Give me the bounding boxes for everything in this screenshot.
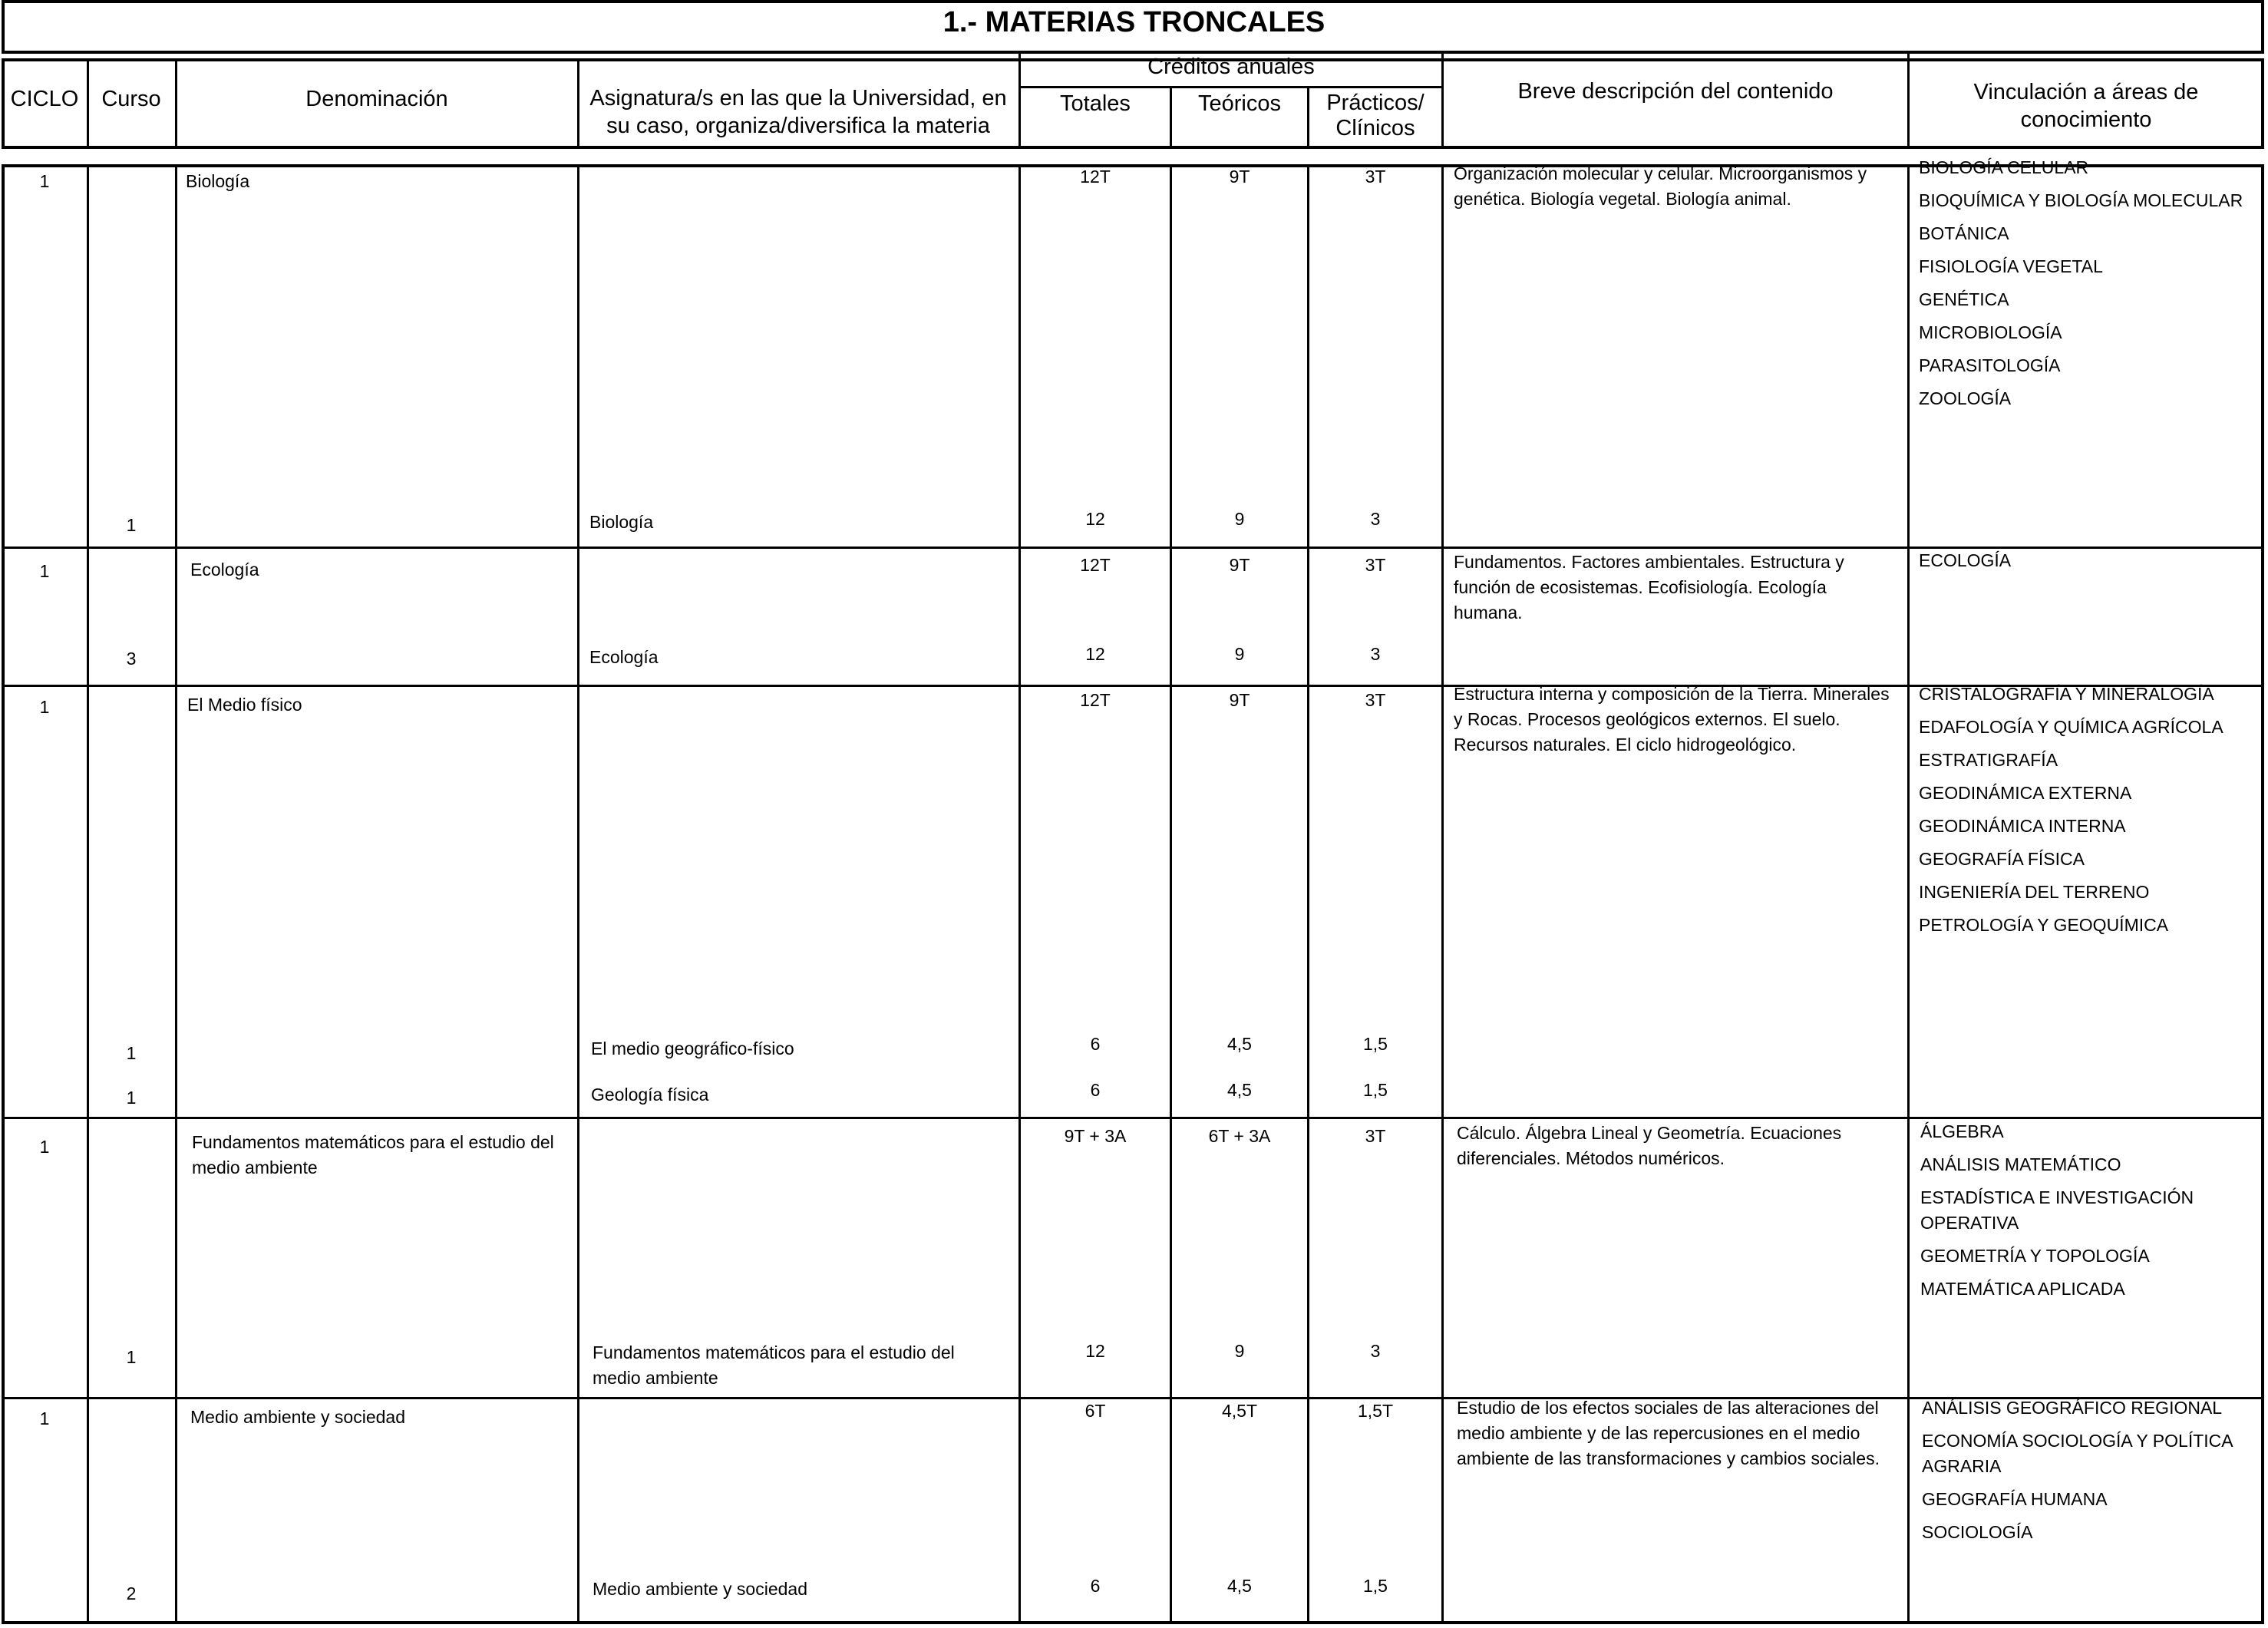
row-teoricos: 9T — [1229, 167, 1250, 187]
row-areas — [1922, 1395, 2260, 1545]
area-item: GEOMETRÍA Y TOPOLOGÍA — [1920, 1246, 2150, 1266]
area-item: GEODINÁMICA EXTERNA — [1919, 783, 2132, 803]
row-totales: 12T — [1080, 167, 1111, 187]
sub-practicos: 3 — [1370, 509, 1381, 529]
area-item: GEOGRAFÍA HUMANA — [1922, 1489, 2108, 1509]
row-denominacion: Biología — [186, 171, 250, 191]
area-item: INGENIERÍA DEL TERRENO — [1919, 882, 2150, 902]
sub-practicos: 1,5 — [1363, 1576, 1388, 1596]
sub-curso: 2 — [126, 1583, 137, 1603]
row-areas — [1919, 548, 2256, 573]
sub-teoricos: 9 — [1234, 509, 1245, 529]
row-teoricos: 6T + 3A — [1208, 1126, 1271, 1146]
header-curso: Curso — [101, 87, 161, 111]
row-ciclo: 1 — [39, 697, 50, 717]
header-totales: Totales — [1060, 91, 1131, 116]
sub-totales: 12 — [1085, 644, 1105, 664]
row-ciclo: 1 — [39, 1408, 50, 1428]
header-creditos: Créditos anuales — [1147, 54, 1315, 79]
sub-curso: 1 — [126, 1088, 137, 1108]
area-item: ANÁLISIS MATEMÁTICO — [1920, 1154, 2121, 1174]
area-item: BOTÁNICA — [1919, 223, 2009, 243]
sub-asignatura: Fundamentos matemáticos para el estudio del medio ambiente — [593, 1342, 955, 1388]
sub-asignatura: Ecología — [589, 647, 659, 667]
sub-asignatura: Biología — [589, 512, 654, 532]
sub-totales: 12 — [1085, 1341, 1105, 1361]
row-teoricos: 9T — [1229, 555, 1250, 575]
row-practicos: 3T — [1365, 1126, 1386, 1146]
row-descripcion: Fundamentos. Factores ambientales. Estructura y función de ecosistemas. Ecofisiología. Ecología humana. — [1454, 552, 1844, 622]
area-item: PARASITOLOGÍA — [1919, 355, 2061, 375]
sub-curso: 1 — [126, 515, 137, 535]
area-item: FISIOLOGÍA VEGETAL — [1919, 256, 2103, 276]
row-teoricos: 4,5T — [1221, 1401, 1258, 1421]
area-item: ZOOLOGÍA — [1919, 388, 2012, 408]
area-item: ECONOMÍA SOCIOLOGÍA Y POLÍTICA AGRARIA — [1922, 1431, 2233, 1476]
area-item: ESTADÍSTICA E INVESTIGACIÓN OPERATIVA — [1920, 1187, 2194, 1233]
row-totales: 6T — [1084, 1401, 1106, 1421]
row-practicos: 1,5T — [1357, 1401, 1394, 1421]
header-vinculacion: Vinculación a áreas de conocimiento — [1973, 80, 2199, 132]
area-item: MATEMÁTICA APLICADA — [1920, 1279, 2125, 1299]
area-item: CRISTALOGRAFÍA Y MINERALOGÍA — [1919, 684, 2214, 704]
row-totales: 9T + 3A — [1064, 1126, 1127, 1146]
area-item: BIOLOGÍA CELULAR — [1919, 157, 2089, 177]
header-descripcion: Breve descripción del contenido — [1517, 79, 1834, 104]
sub-teoricos: 4,5 — [1227, 1034, 1252, 1054]
sub-asignatura: Geología física — [591, 1085, 709, 1105]
header-teoricos: Teóricos — [1198, 91, 1281, 116]
sub-totales: 12 — [1085, 509, 1105, 529]
area-item: ECOLOGÍA — [1919, 550, 2012, 570]
sub-practicos: 3 — [1370, 644, 1381, 664]
row-areas — [1920, 1119, 2258, 1302]
row-areas — [1919, 682, 2264, 938]
area-item: SOCIOLOGÍA — [1922, 1522, 2033, 1542]
sub-practicos: 1,5 — [1363, 1080, 1388, 1100]
header-practicos: Prácticos/ Clínicos — [1326, 91, 1425, 140]
sub-asignatura: Medio ambiente y sociedad — [593, 1579, 807, 1599]
row-areas — [1919, 155, 2256, 411]
area-item: ESTRATIGRAFÍA — [1919, 750, 2058, 770]
sub-curso: 1 — [126, 1347, 137, 1367]
area-item: ANÁLISIS GEOGRÁFICO REGIONAL — [1922, 1398, 2223, 1418]
row-totales: 12T — [1080, 690, 1111, 710]
row-ciclo: 1 — [39, 171, 50, 191]
row-ciclo: 1 — [39, 561, 50, 581]
page-title: 1.- MATERIAS TRONCALES — [943, 6, 1325, 38]
sub-practicos: 1,5 — [1363, 1034, 1388, 1054]
row-denominacion: Ecología — [190, 560, 259, 580]
area-item: GENÉTICA — [1919, 289, 2009, 309]
row-descripcion: Estructura interna y composición de la Tierra. Minerales y Rocas. Procesos geológicos externos. El suelo. Recursos naturales. El ciclo hidrogeológico. — [1454, 684, 1890, 755]
sub-teoricos: 4,5 — [1227, 1080, 1252, 1100]
row-descripcion: Organización molecular y celular. Microorganismos y genética. Biología vegetal. Biología animal. — [1454, 163, 1867, 209]
area-item: GEOGRAFÍA FÍSICA — [1919, 849, 2085, 869]
row-ciclo: 1 — [39, 1137, 50, 1157]
sub-curso: 1 — [126, 1043, 137, 1063]
header-ciclo: CICLO — [10, 87, 79, 111]
area-item: MICROBIOLOGÍA — [1919, 322, 2062, 342]
area-item: EDAFOLOGÍA Y QUÍMICA AGRÍCOLA — [1919, 717, 2223, 737]
sub-asignatura: El medio geográfico-físico — [591, 1039, 794, 1058]
sub-totales: 6 — [1090, 1576, 1101, 1596]
row-practicos: 3T — [1365, 555, 1386, 575]
row-descripcion: Estudio de los efectos sociales de las alteraciones del medio ambiente y de las repercusiones en el medio ambiente de las transformaciones y cambios sociales. — [1457, 1398, 1880, 1468]
sub-teoricos: 9 — [1234, 1341, 1245, 1361]
area-item: BIOQUÍMICA Y BIOLOGÍA MOLECULAR — [1919, 190, 2243, 210]
row-practicos: 3T — [1365, 690, 1386, 710]
row-denominacion: El Medio físico — [187, 695, 302, 715]
sub-totales: 6 — [1090, 1034, 1101, 1054]
area-item: ÁLGEBRA — [1920, 1121, 2004, 1141]
header-denominacion: Denominación — [305, 87, 448, 111]
area-item: PETROLOGÍA Y GEOQUÍMICA — [1919, 915, 2169, 935]
sub-curso: 3 — [126, 649, 137, 669]
row-denominacion: Medio ambiente y sociedad — [190, 1407, 405, 1427]
sub-totales: 6 — [1090, 1080, 1101, 1100]
row-descripcion: Cálculo. Álgebra Lineal y Geometría. Ecuaciones diferenciales. Métodos numéricos. — [1457, 1123, 1842, 1168]
sub-practicos: 3 — [1370, 1341, 1381, 1361]
sub-teoricos: 9 — [1234, 644, 1245, 664]
row-teoricos: 9T — [1229, 690, 1250, 710]
header-asignatura: Asignatura/s en las que la Universidad, en su caso, organiza/diversifica la materia — [589, 86, 1007, 138]
row-denominacion: Fundamentos matemáticos para el estudio del medio ambiente — [192, 1132, 554, 1177]
area-item: GEODINÁMICA INTERNA — [1919, 816, 2126, 836]
row-totales: 12T — [1080, 555, 1111, 575]
row-practicos: 3T — [1365, 167, 1386, 187]
sub-teoricos: 4,5 — [1227, 1576, 1252, 1596]
